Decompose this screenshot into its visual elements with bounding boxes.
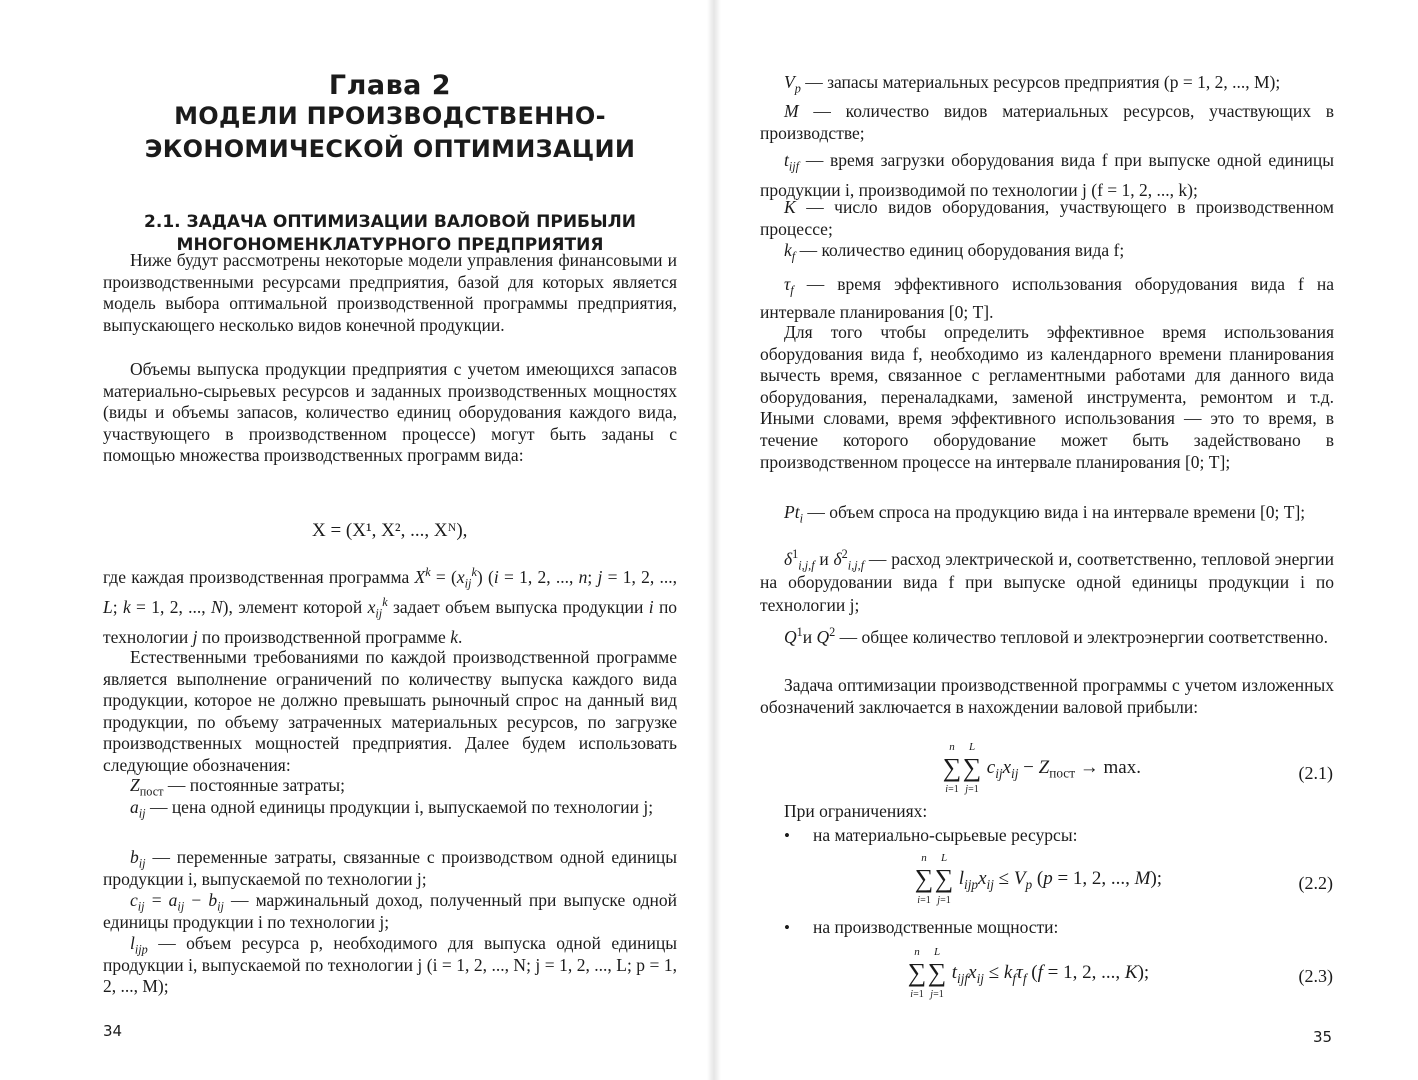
section-title-line-2: МНОГОНОМЕНКЛАТУРНОГО ПРЕДПРИЯТИЯ xyxy=(176,235,604,255)
equation-number-2-2: (2.2) xyxy=(1298,873,1333,893)
definition-pt-i: $Pt_i$ — объем спроса на продукцию вида i на интервале времени [0; T]; xyxy=(784,502,1306,526)
left-page-number: 34 xyxy=(103,1022,123,1040)
definition-z-const: $Z_{пост}$ — постоянные затраты; xyxy=(130,775,346,799)
equation-number-2-3: (2.3) xyxy=(1298,966,1333,986)
paragraph-intro: Ниже будут рассмотрены некоторые модели управления финансовыми и производственными ресурсами предприятия, базой для которых является модель выбора оптимальной производственной программы предприятия, выпускающего несколько видов конечной продукции. xyxy=(103,250,677,335)
chapter-title-line-1: МОДЕЛИ ПРОИЗВОДСТВЕННО- xyxy=(174,102,606,130)
definition-b-ij: $b_{ij}$ — переменные затраты, связанные с производством одной единицы продукции i, выпускаемой по технологии j; xyxy=(103,847,678,889)
definition-m: M — количество видов материальных ресурсов, участвующих в производстве; xyxy=(760,101,1335,143)
constraint-capacity-label: на производственные мощности: xyxy=(813,917,1059,937)
bullet-marker-1: • xyxy=(784,826,790,845)
paragraph-task: Задача оптимизации производственной программы с учетом изложенных обозначений заключается в нахождении валовой прибыли: xyxy=(760,675,1334,717)
bullet-marker-2: • xyxy=(784,918,790,937)
definition-l-ijp: $l_{ijp}$ — объем ресурса p, необходимого для выпуска одной единицы продукции i, выпускаемой по технологии j (i = 1, 2, ..., N; j = 1, 2, ..., L; p = 1, 2, ..., M); xyxy=(103,933,677,997)
chapter-title xyxy=(103,100,677,166)
constraint-materials-label: на материально-сырьевые ресурсы: xyxy=(813,825,1078,845)
definition-v-p: $V_p$ — запасы материальных ресурсов предприятия (p = 1, 2, ..., M); xyxy=(784,72,1281,96)
right-page xyxy=(721,0,1418,1080)
constraints-intro: При ограничениях: xyxy=(784,801,928,821)
paragraph-effective-time: Для того чтобы определить эффективное время использования оборудования вида f, необходимо из календарного времени планирования вычесть время, связанное с регламентными работами для данного вида оборудования, переналадками, заменой инструмента, ремонтом и т.д. Иными словами, время эффективного использования — это то время, в течение которого оборудование может быть задействовано в производственном процессе на интервале планирования [0; T]; xyxy=(760,322,1334,472)
left-page xyxy=(0,0,707,1080)
chapter-title-line-2: ЭКОНОМИЧЕСКОЙ ОПТИМИЗАЦИИ xyxy=(144,135,636,163)
chapter-label: Глава 2 xyxy=(328,70,452,101)
equation-2-1: n ∑ i=1 L ∑ j=1 $c_{ij}x_{ij} - Z_{пост} \to \max$. xyxy=(942,741,1141,795)
definition-k-f: $k_f$ — количество единиц оборудования вида f; xyxy=(784,240,1125,264)
definition-a-ij: $a_{ij}$ — цена одной единицы продукции i, выпускаемой по технологии j; xyxy=(130,797,654,821)
definition-t-ijf: $t_{ijf}$ — время загрузки оборудования вида f при выпуске одной единицы продукции i, производимой по технологии j (f = 1, 2, ..., k); xyxy=(760,150,1335,200)
definition-c-ij: $c_{ij} = a_{ij} - b_{ij}$ — маржинальный доход, полученный при выпуске одной единицы продукции i по технологии j; xyxy=(103,890,677,932)
definition-q: $Q^1и$ $Q^2$ — общее количество тепловой и электроэнергии соответственно. xyxy=(784,625,1329,647)
paragraph-program-element: где каждая производственная программа $X^k = (x_{ij}^k) (i = 1$, 2, ..., n; j = 1, 2, ..., L; k = 1, 2, ..., N), элемент которой $x_{ij}^k$ задает объем выпуска продукции i по технологии j по производственной программе k. xyxy=(103,565,678,647)
section-title-line-1: 2.1. ЗАДАЧА ОПТИМИЗАЦИИ ВАЛОВОЙ ПРИБЫЛИ xyxy=(144,212,636,232)
paragraph-volumes: Объемы выпуска продукции предприятия с учетом имеющихся запасов материально-сырьевых ресурсов и заданных производственных мощностях (виды и объемы запасов, количество единиц оборудования каждого вида, участвующего в производственном процессе) могут быть заданы с помощью множества производственных программ вида: xyxy=(103,359,677,466)
equation-number-2-1: (2.1) xyxy=(1298,763,1333,783)
equation-2-2: n ∑ i=1 L ∑ j=1 $l_{ijp}x_{ij} \le V_p$ (p = 1, 2, ..., M); xyxy=(914,852,1163,906)
definition-k: K — число видов оборудования, участвующего в производственном процессе; xyxy=(760,197,1334,239)
definition-tau-f: $\tau_f$ — время эффективного использования оборудования вида f на интервале планирования [0; T]. xyxy=(760,274,1334,322)
paragraph-requirements: Естественными требованиями по каждой производственной программе является выполнение ограничений по количеству выпуска каждого вида продукции, которое не должно превышать рыночный спрос на данный вид продукции, по объему затраченных материальных ресурсов, по загрузке производственных мощностей предприятия. Далее будем использовать следующие обозначения: xyxy=(103,647,677,775)
book-gutter xyxy=(707,0,721,1080)
formula-x-set: X = (X¹, X², ..., Xᴺ), xyxy=(312,520,468,541)
equation-2-3: n ∑ i=1 L ∑ j=1 $t_{ijf}x_{ij} \le k_f\tau_f$ (f = 1, 2, ..., K); xyxy=(907,946,1150,1000)
right-page-number: 35 xyxy=(1313,1028,1333,1046)
definition-delta: $\delta^1_{i,j,f}$ и $\delta^2_{i,j,f}$ — расход электрической и, соответственно, тепловой энергии на оборудовании вида f при выпуске одной единицы продукции i по технологии j; xyxy=(760,547,1335,615)
